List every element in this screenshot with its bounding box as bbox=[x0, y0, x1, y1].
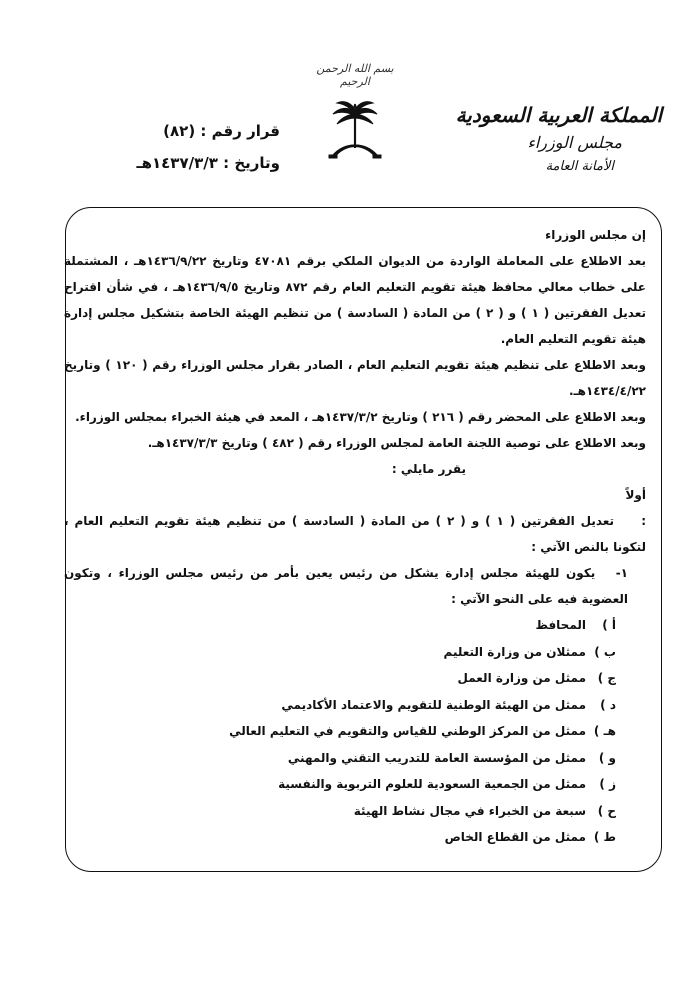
list-item bbox=[64, 771, 616, 798]
list-item-letter: ز ) bbox=[599, 777, 616, 791]
list-item-text: ممثل من المؤسسة العامة للتدريب التقني والمهني bbox=[287, 750, 586, 765]
opening-line: إن مجلس الوزراء bbox=[545, 228, 646, 242]
article-first bbox=[64, 482, 646, 560]
kingdom-name: المملكة العربية السعودية bbox=[455, 103, 662, 127]
list-item-text: سبعة من الخبراء في مجال نشاط الهيئة bbox=[353, 803, 586, 818]
list-item-text: ممثل من الهيئة الوطنية للتقويم والاعتماد الأكاديمي bbox=[281, 697, 586, 712]
list-item-letter: ج ) bbox=[597, 671, 616, 685]
list-item bbox=[64, 639, 616, 666]
list-item bbox=[64, 692, 616, 719]
letterhead-issuer bbox=[442, 100, 662, 178]
list-item-letter: ح ) bbox=[597, 803, 616, 818]
list-item bbox=[64, 798, 616, 825]
list-item-text: ممثل من القطاع الخاص bbox=[444, 830, 586, 844]
list-item-letter: هـ ) bbox=[593, 724, 616, 738]
decision-number: قرار رقم : (٨٢) bbox=[163, 122, 280, 140]
paragraph-1: بعد الاطلاع على المعاملة الواردة من الديوان الملكي برقم ٤٧٠٨١ وتاريخ ١٤٣٦/٩/٢٢هـ ، المشتملة على خطاب معالي محافظ هيئة تقويم التعليم العام رقم ٨٧٢ وتاريخ ١٤٣٦/٩/٥هـ ، في شأن اقتراح تعديل الفقرتين ( ١ ) و ( ٢ ) من المادة ( السادسة ) من تنظيم الهيئة الخاصة بتشكيل مجلس إدارة هيئة تقويم التعليم العام. bbox=[64, 254, 647, 346]
members-list bbox=[64, 612, 646, 851]
secretariat-name: الأمانة العامة bbox=[545, 159, 614, 174]
paragraph-2: وبعد الاطلاع على تنظيم هيئة تقويم التعليم العام ، الصادر بقرار مجلس الوزراء رقم ( ١٢٠ ) وتاريخ ١٤٣٤/٤/٢٢هـ. bbox=[64, 358, 647, 398]
basmala: بسم الله الرحمن الرحيم bbox=[316, 62, 394, 88]
list-item-text: المحافظ bbox=[535, 618, 586, 632]
clause-1 bbox=[64, 560, 646, 612]
decision-reference bbox=[95, 115, 280, 179]
list-item bbox=[64, 612, 616, 639]
list-item bbox=[64, 718, 616, 745]
decides-heading: يقرر مايلي : bbox=[391, 462, 466, 476]
list-item-letter: د ) bbox=[600, 697, 616, 712]
list-item bbox=[64, 824, 616, 851]
council-name: مجلس الوزراء bbox=[527, 133, 622, 152]
list-item-letter: و ) bbox=[598, 750, 616, 765]
list-item bbox=[64, 745, 616, 772]
article-first-number: أولاً : bbox=[625, 488, 646, 528]
clause-1-number: ١- bbox=[615, 566, 628, 580]
list-item-text: ممثل من المركز الوطني للقياس والتقويم في التعليم العالي bbox=[229, 724, 586, 738]
paragraph-4: وبعد الاطلاع على توصية اللجنة العامة لمجلس الوزراء رقم ( ٤٨٢ ) وتاريخ ١٤٣٧/٣/٣هـ. bbox=[147, 436, 646, 450]
list-item bbox=[64, 665, 616, 692]
decision-date: وتاريخ : ١٤٣٧/٣/٣هـ bbox=[136, 154, 280, 172]
list-item-letter: ب ) bbox=[594, 644, 616, 659]
article-first-text: تعديل الفقرتين ( ١ ) و ( ٢ ) من المادة ( السادسة ) من تنظيم هيئة تقويم التعليم العام ، لتكونا بالنص الآتي : bbox=[64, 514, 646, 554]
list-item-letter: ط ) bbox=[593, 830, 616, 844]
list-item-text: ممثل من الجمعية السعودية للعلوم التربوية والنفسية bbox=[278, 777, 586, 791]
clause-1-text: يكون للهيئة مجلس إدارة يشكل من رئيس يعين بأمر من رئيس مجلس الوزراء ، وتكون العضوية فيه على النحو الآتي : bbox=[64, 566, 628, 606]
list-item-text: ممثلان من وزارة التعليم bbox=[443, 644, 586, 659]
saudi-emblem-palm-swords-icon bbox=[325, 100, 385, 170]
list-item-text: ممثل من وزارة العمل bbox=[457, 671, 586, 685]
paragraph-3: وبعد الاطلاع على المحضر رقم ( ٢١٦ ) وتاريخ ١٤٣٧/٣/٢هـ ، المعد في هيئة الخبراء بمجلس الوزراء. bbox=[75, 410, 646, 424]
list-item-letter: أ ) bbox=[602, 618, 616, 632]
document-body bbox=[64, 222, 646, 851]
